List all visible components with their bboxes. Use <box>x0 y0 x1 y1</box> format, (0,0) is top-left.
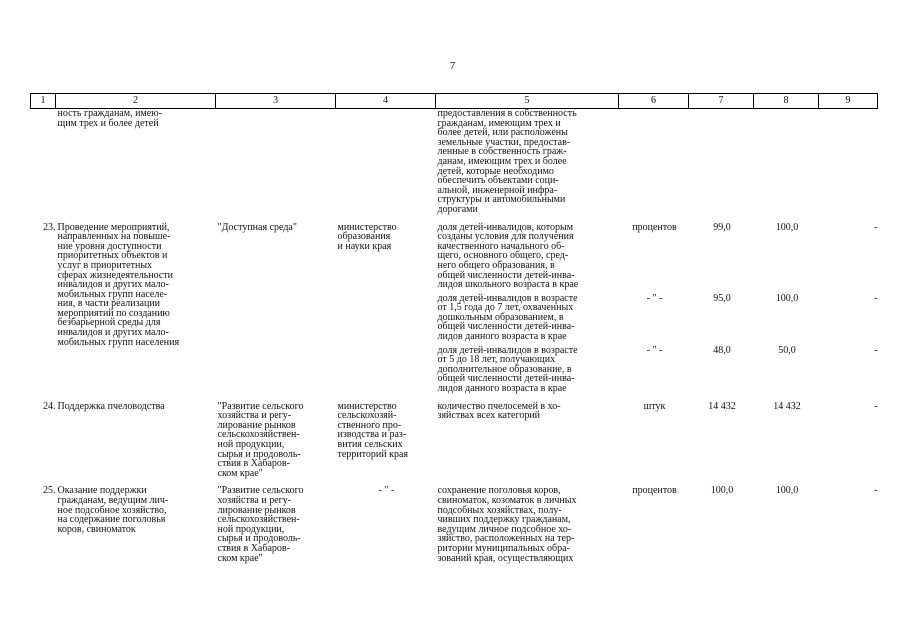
text-line: зований края, осуществляющих <box>437 552 574 564</box>
text-line: щего, основного общего, сред- <box>437 250 569 262</box>
text-line: общей численности детей-инва- <box>437 321 575 333</box>
value-col7: 100,0 <box>710 485 734 497</box>
text-line: обеспечить объектами соци- <box>437 175 559 187</box>
executor <box>336 223 436 394</box>
cont-name <box>56 109 216 215</box>
text-line: щим трех и более детей <box>57 117 159 129</box>
text-line: ствия в Хабаров- <box>217 458 290 470</box>
indicator-text <box>436 223 619 290</box>
value-col9: - <box>874 344 878 356</box>
indicator-text <box>436 486 619 563</box>
text-line: зяйствах всех категорий <box>437 410 541 422</box>
text-line: свиноматок, козоматок в личных <box>437 494 577 506</box>
col-header-1: 1 <box>31 94 56 109</box>
value-col9: - <box>874 292 878 304</box>
text-line: гражданам, имеющим трех и <box>437 117 561 129</box>
text-line: инвалидов и других мало- <box>57 327 169 339</box>
unit: штук <box>643 400 666 412</box>
table-row-25 <box>31 486 878 563</box>
text-line: сырья и продоволь- <box>217 533 301 545</box>
text-line: хозяйства и регу- <box>217 410 292 422</box>
measure-name <box>56 223 216 394</box>
text-line: общей численности детей-инва- <box>437 269 575 281</box>
text-line: услуг в приоритетных <box>57 259 153 271</box>
text-line: созданы условия для получения <box>437 231 574 243</box>
col-header-7: 7 <box>689 94 754 109</box>
text-line: изводства и раз- <box>337 429 407 441</box>
text-line: от 1,5 года до 7 лет, охваченных <box>437 302 574 314</box>
text-line: структуры и автомобильными <box>437 194 566 206</box>
text-line: земельные участки, предостав- <box>437 136 571 148</box>
text-line: сферах жизнедеятельности <box>57 269 174 281</box>
text-line: сельскохозяйствен- <box>217 514 300 526</box>
text-line: ния, в части реализации <box>57 298 161 310</box>
value-col7: 95,0 <box>713 292 731 304</box>
program-name <box>216 486 336 563</box>
text-line: мобильных групп населения <box>57 336 180 348</box>
text-line: министерство <box>337 221 397 233</box>
text-line: приоритетных объектов и <box>57 250 168 262</box>
text-line: него общего образования, в <box>437 259 555 271</box>
value-col7: 48,0 <box>713 344 731 356</box>
text-line: подсобных хозяйствах, полу- <box>437 504 562 516</box>
col-header-5: 5 <box>436 94 619 109</box>
text-line: предоставления в собственность <box>437 108 577 119</box>
col-header-8: 8 <box>754 94 819 109</box>
text-line: ском крае" <box>217 467 263 479</box>
text-line: чивших поддержку гражданам, <box>437 514 571 526</box>
text-line: сырья и продоволь- <box>217 448 301 460</box>
text-line: ведущим личное подсобное хо- <box>437 523 572 535</box>
text-line: вития сельских <box>337 439 403 450</box>
value-col7: 14 432 <box>708 400 736 412</box>
page-number: 7 <box>449 60 456 72</box>
text-line: доля детей-инвалидов в возрасте <box>437 344 578 356</box>
text-line: ритории муниципальных обра- <box>437 542 570 554</box>
text-line: сельскохозяй- <box>337 410 397 422</box>
text-line: ное подсобное хозяйство, <box>57 504 167 516</box>
text-line: дорогами <box>437 203 478 215</box>
text-line: - " - <box>378 485 395 497</box>
col-header-2: 2 <box>56 94 216 109</box>
value-col8: 100,0 <box>775 485 799 497</box>
text-line: Поддержка пчеловодства <box>57 400 165 412</box>
program-name <box>216 402 336 479</box>
text-line: территорий края <box>337 448 408 460</box>
text-line: лидов школьного возраста в крае <box>437 279 579 291</box>
row-number: 24. <box>43 400 56 412</box>
measure-name <box>56 486 216 563</box>
col-header-4: 4 <box>336 94 436 109</box>
table-row-23 <box>31 223 878 290</box>
text-line: хозяйства и регу- <box>217 494 292 506</box>
text-line: образования <box>337 231 391 243</box>
text-line: ной продукции, <box>217 439 285 450</box>
unit: процентов <box>632 485 677 497</box>
text-line: детей, которые необходимо <box>437 165 554 177</box>
text-line: сохранение поголовья коров, <box>437 485 561 497</box>
col-header-3: 3 <box>216 94 336 109</box>
indicator-text <box>436 342 619 394</box>
text-line: направленных на повыше- <box>57 231 171 243</box>
text-line: ной продукции, <box>217 523 285 535</box>
executor <box>336 486 436 563</box>
text-line: дополнительное образование, в <box>437 363 572 375</box>
row-number: 23. <box>43 221 56 233</box>
text-line: общей численности детей-инва- <box>437 373 575 385</box>
col-header-9: 9 <box>819 94 878 109</box>
text-line: лирование рынков <box>217 504 296 516</box>
text-line: на содержание поголовья <box>57 514 166 526</box>
text-line: ственного про- <box>337 419 402 431</box>
value-col9: - <box>874 485 878 497</box>
text-line: альной, инженерной инфра- <box>437 184 558 196</box>
text-line: министерство <box>337 400 397 412</box>
value-col9: - <box>874 221 878 233</box>
table-row-continuation <box>31 109 878 215</box>
row-number: 25. <box>43 485 56 497</box>
text-line: лирование рынков <box>217 419 296 431</box>
text-line: ленные в собственность граж- <box>437 146 567 158</box>
text-line: безбарьерной среды для <box>57 317 161 329</box>
text-line: от 5 до 18 лет, получающих <box>437 354 556 366</box>
cont-indicator <box>436 109 619 215</box>
header-row <box>31 94 878 109</box>
text-line: и науки края <box>337 240 392 252</box>
text-line: данам, имеющим трех и более <box>437 155 567 167</box>
text-line: зяйство, расположенных на тер- <box>437 533 575 545</box>
text-line: Проведение мероприятий, <box>57 221 170 233</box>
text-line: "Развитие сельского <box>217 485 304 497</box>
table-row-24 <box>31 402 878 479</box>
text-line: дошкольным образованием, в <box>437 311 564 323</box>
text-line: ность гражданам, имею- <box>57 108 162 119</box>
indicator-text <box>436 290 619 342</box>
text-line: ском крае" <box>217 552 263 564</box>
text-line: мобильных групп населе- <box>57 288 168 300</box>
value-col7: 99,0 <box>713 221 731 233</box>
unit: - " - <box>646 292 663 304</box>
text-line: инвалидов и других мало- <box>57 279 169 291</box>
text-line: качественного начального об- <box>437 240 565 252</box>
text-line: гражданам, ведущим лич- <box>57 494 169 506</box>
text-line: доля детей-инвалидов, которым <box>437 221 574 233</box>
unit: - " - <box>646 344 663 356</box>
text-line: доля детей-инвалидов в возрасте <box>437 292 578 304</box>
indicator-text <box>436 402 619 479</box>
value-col9: - <box>874 400 878 412</box>
executor <box>336 402 436 479</box>
program-table <box>30 93 878 563</box>
text-line: количество пчелосемей в хо- <box>437 400 561 412</box>
text-line: лидов данного возраста в крае <box>437 331 567 343</box>
text-line: лидов данного возраста в крае <box>437 383 567 395</box>
text-line: сельскохозяйствен- <box>217 429 300 441</box>
text-line: ствия в Хабаров- <box>217 542 290 554</box>
unit: процентов <box>632 221 677 233</box>
value-col8: 100,0 <box>775 221 799 233</box>
measure-name <box>56 402 216 479</box>
text-line: мероприятий по созданию <box>57 307 170 319</box>
value-col8: 100,0 <box>775 292 799 304</box>
text-line: ние уровня доступности <box>57 240 162 252</box>
text-line: более детей, или расположены <box>437 127 568 139</box>
text-line: "Доступная среда" <box>217 221 297 233</box>
text-line: Оказание поддержки <box>57 485 147 497</box>
col-header-6: 6 <box>619 94 689 109</box>
program-name <box>216 223 336 394</box>
value-col8: 50,0 <box>778 344 796 356</box>
text-line: "Развитие сельского <box>217 400 304 412</box>
value-col8: 14 432 <box>773 400 801 412</box>
text-line: коров, свиноматок <box>57 523 136 535</box>
